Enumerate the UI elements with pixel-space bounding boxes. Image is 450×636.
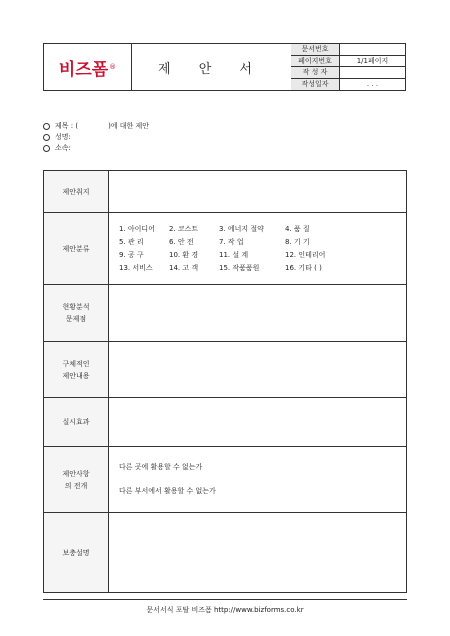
doc-number-value[interactable] xyxy=(340,44,405,55)
purpose-field[interactable] xyxy=(109,171,407,213)
category-option[interactable]: 6. 안 전 xyxy=(169,237,194,246)
effect-field[interactable] xyxy=(109,398,407,447)
category-option[interactable]: 7. 작 업 xyxy=(219,237,244,246)
bizforms-logo: 비즈폼 xyxy=(58,59,109,80)
meta-row-doc-number xyxy=(291,44,405,56)
analysis-label xyxy=(44,285,109,342)
bullet-circle-icon xyxy=(43,145,50,152)
category-line xyxy=(119,223,406,236)
analysis-field[interactable] xyxy=(109,285,407,342)
category-option[interactable]: 10. 환 경 xyxy=(169,250,199,259)
category-option[interactable]: 1. 아이디어 xyxy=(119,224,155,233)
analysis-label-line1: 현황분석 xyxy=(62,303,90,311)
proposal-form-table xyxy=(43,170,407,593)
effect-label: 실시효과 xyxy=(44,398,109,447)
meta-table xyxy=(291,44,405,90)
category-list xyxy=(109,213,407,285)
registered-mark: ® xyxy=(109,63,117,71)
expansion-row xyxy=(44,447,407,513)
footer-text: 문서서식 포탈 비즈폼 http://www.bizforms.co.kr xyxy=(146,606,304,614)
effect-row xyxy=(44,398,407,447)
category-option[interactable]: 12. 인테리어 xyxy=(285,250,326,259)
meta-row-date xyxy=(291,79,405,91)
detail-field[interactable] xyxy=(109,342,407,398)
category-option[interactable]: 15. 작품품원 xyxy=(219,263,260,272)
bullet-circle-icon xyxy=(43,134,50,141)
supplement-row xyxy=(44,513,407,593)
subject-suffix: )에 대한 제안 xyxy=(108,122,150,130)
category-line xyxy=(119,236,406,249)
category-row xyxy=(44,213,407,285)
detail-label-line1: 구체적인 xyxy=(62,359,90,368)
name-label: 성명: xyxy=(55,133,71,141)
meta-label: 작 성 자 xyxy=(291,67,340,78)
bullet-circle-icon xyxy=(43,123,50,130)
category-option[interactable]: 9. 공 구 xyxy=(119,250,144,259)
footer-divider xyxy=(43,599,407,600)
category-option[interactable]: 16. 기타 ( ) xyxy=(285,263,322,272)
affiliation-line xyxy=(43,143,149,154)
category-option[interactable]: 3. 에너지 절약 xyxy=(219,224,264,233)
proposal-info xyxy=(43,121,149,154)
category-line xyxy=(119,249,406,262)
category-option[interactable]: 4. 품 질 xyxy=(285,224,310,233)
category-line xyxy=(119,262,406,275)
expansion-label xyxy=(44,447,109,513)
supplement-label: 보충설명 xyxy=(44,513,109,593)
meta-label: 페이지번호 xyxy=(291,56,340,67)
analysis-row xyxy=(44,285,407,342)
expansion-question-2: 다른 부서에서 활용할 수 없는가 xyxy=(119,487,216,495)
page-number-value: 1/1페이지 xyxy=(356,56,389,65)
category-option[interactable]: 14. 고 객 xyxy=(169,263,199,272)
subject-line xyxy=(43,121,149,132)
author-value[interactable] xyxy=(340,67,405,78)
detail-row xyxy=(44,342,407,398)
expansion-label-line2: 의 전개 xyxy=(64,481,88,490)
category-option[interactable]: 2. 코스트 xyxy=(169,224,199,233)
category-option[interactable]: 11. 설 계 xyxy=(219,250,249,259)
meta-label: 문서번호 xyxy=(291,44,340,55)
meta-row-page-number xyxy=(291,56,405,68)
expansion-question-1: 다른 곳에 활용할 수 없는가 xyxy=(119,463,203,471)
meta-row-author xyxy=(291,67,405,79)
logo-cell xyxy=(44,44,132,90)
detail-label xyxy=(44,342,109,398)
name-line xyxy=(43,132,149,143)
purpose-row xyxy=(44,171,407,213)
purpose-label: 제안취지 xyxy=(44,171,109,213)
expansion-field[interactable] xyxy=(109,447,407,513)
detail-label-line2: 제안내용 xyxy=(62,371,90,380)
document-header xyxy=(43,43,406,91)
supplement-field[interactable] xyxy=(109,513,407,593)
date-value[interactable]: . . . xyxy=(366,79,379,88)
category-option[interactable]: 8. 기 기 xyxy=(285,237,310,246)
subject-prefix: 제목 : ( xyxy=(55,122,79,130)
analysis-label-line2: 문제점 xyxy=(65,315,87,323)
category-label: 제안분류 xyxy=(44,213,109,285)
document-title: 제 안 서 xyxy=(131,44,292,90)
category-option[interactable]: 13. 서비스 xyxy=(119,263,153,272)
expansion-label-line1: 제안사항 xyxy=(62,469,90,478)
meta-label: 작성일자 xyxy=(291,79,340,91)
affiliation-label: 소속: xyxy=(55,144,71,152)
category-option[interactable]: 5. 관 리 xyxy=(119,237,144,246)
